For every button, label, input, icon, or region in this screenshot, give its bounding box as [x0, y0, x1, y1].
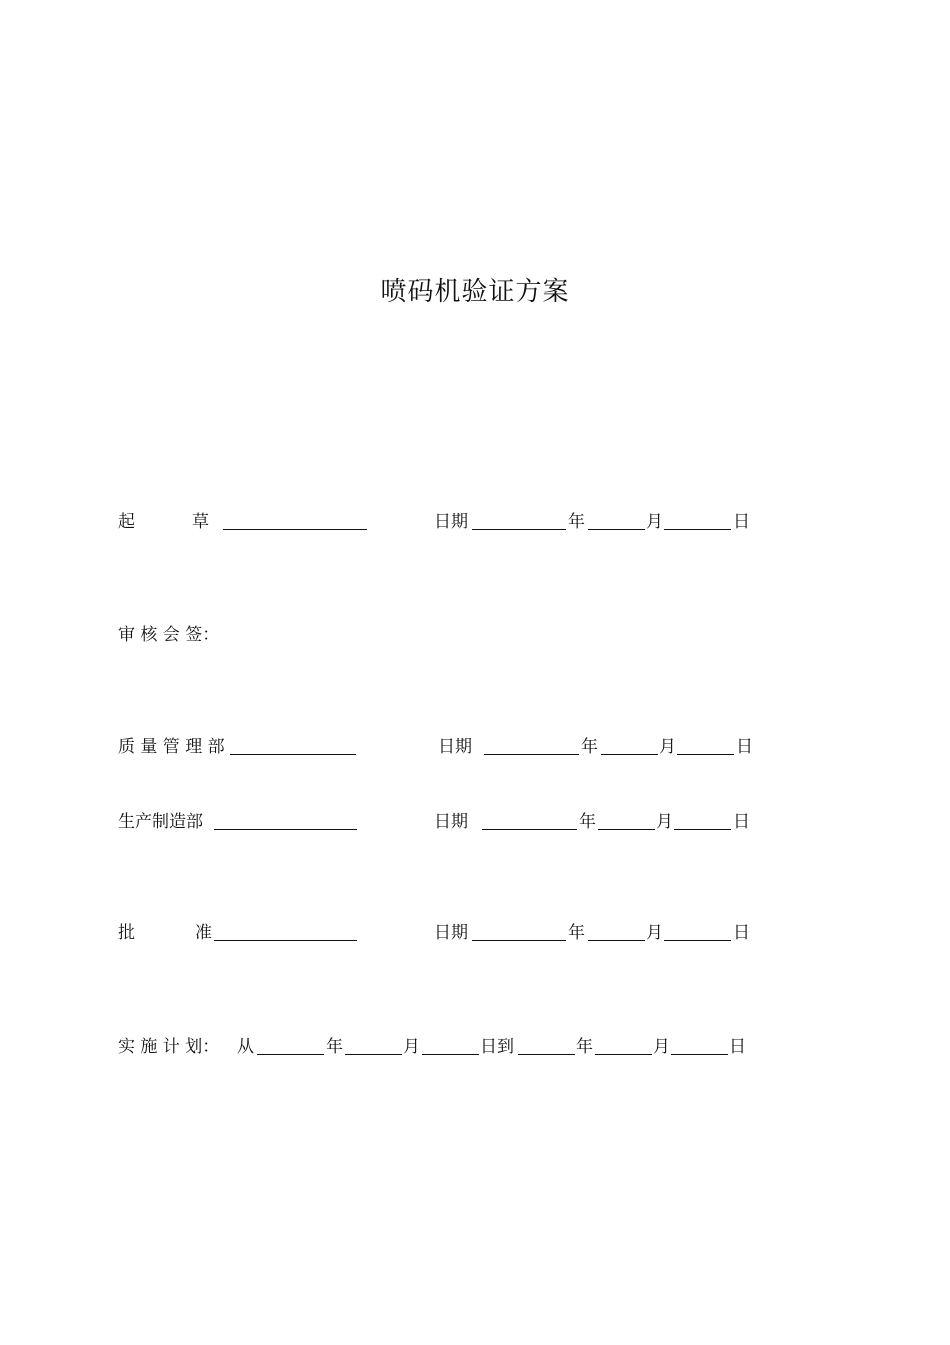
production-day-field[interactable]: [674, 829, 731, 830]
plan-start-month-label: 月: [403, 1037, 420, 1057]
approve-day-label: 日: [733, 923, 750, 943]
quality-signature-field[interactable]: [230, 754, 356, 755]
plan-end-day-label: 日: [729, 1037, 746, 1057]
plan-start-day-to-label: 日到: [480, 1037, 514, 1057]
quality-year-label: 年: [581, 737, 598, 757]
plan-end-day-field[interactable]: [671, 1054, 728, 1055]
quality-month-field[interactable]: [601, 754, 658, 755]
production-month-label: 月: [656, 812, 673, 832]
draft-day-field[interactable]: [664, 529, 731, 530]
approve-month-field[interactable]: [588, 940, 645, 941]
quality-label: 质 量 管 理 部: [118, 737, 225, 757]
approve-month-label: 月: [646, 923, 663, 943]
quality-day-label: 日: [736, 737, 753, 757]
plan-start-day-field[interactable]: [422, 1054, 479, 1055]
quality-month-label: 月: [659, 737, 676, 757]
plan-start-year-label: 年: [326, 1037, 343, 1057]
production-label: 生产制造部: [118, 812, 203, 832]
plan-start-month-field[interactable]: [345, 1054, 402, 1055]
review-label: 审 核 会 签：: [118, 625, 220, 645]
draft-label-1: 起: [118, 512, 135, 532]
plan-end-month-field[interactable]: [595, 1054, 652, 1055]
production-date-label: 日期: [434, 812, 468, 832]
quality-day-field[interactable]: [677, 754, 734, 755]
draft-label-2: 草: [192, 512, 209, 532]
plan-end-year-field[interactable]: [518, 1054, 575, 1055]
production-year-label: 年: [579, 812, 596, 832]
approve-year-field[interactable]: [472, 940, 566, 941]
approve-signature-field[interactable]: [214, 940, 357, 941]
draft-signature-field[interactable]: [223, 529, 367, 530]
production-year-field[interactable]: [482, 829, 577, 830]
draft-month-label: 月: [646, 512, 663, 532]
draft-day-label: 日: [733, 512, 750, 532]
plan-end-month-label: 月: [653, 1037, 670, 1057]
plan-from-label: 从: [237, 1037, 254, 1057]
production-month-field[interactable]: [598, 829, 655, 830]
approve-date-label: 日期: [434, 923, 468, 943]
approve-label-2: 准: [195, 923, 212, 943]
production-signature-field[interactable]: [214, 829, 357, 830]
draft-year-field[interactable]: [472, 529, 566, 530]
draft-month-field[interactable]: [588, 529, 645, 530]
quality-date-label: 日期: [438, 737, 472, 757]
approve-label-1: 批: [118, 923, 135, 943]
quality-year-field[interactable]: [484, 754, 579, 755]
plan-label: 实 施 计 划：: [118, 1037, 220, 1057]
approve-day-field[interactable]: [664, 940, 731, 941]
production-day-label: 日: [733, 812, 750, 832]
approve-year-label: 年: [568, 923, 585, 943]
document-title: 喷码机验证方案: [380, 277, 570, 307]
plan-end-year-label: 年: [576, 1037, 593, 1057]
draft-date-label: 日期: [434, 512, 468, 532]
draft-year-label: 年: [568, 512, 585, 532]
plan-start-year-field[interactable]: [257, 1054, 324, 1055]
